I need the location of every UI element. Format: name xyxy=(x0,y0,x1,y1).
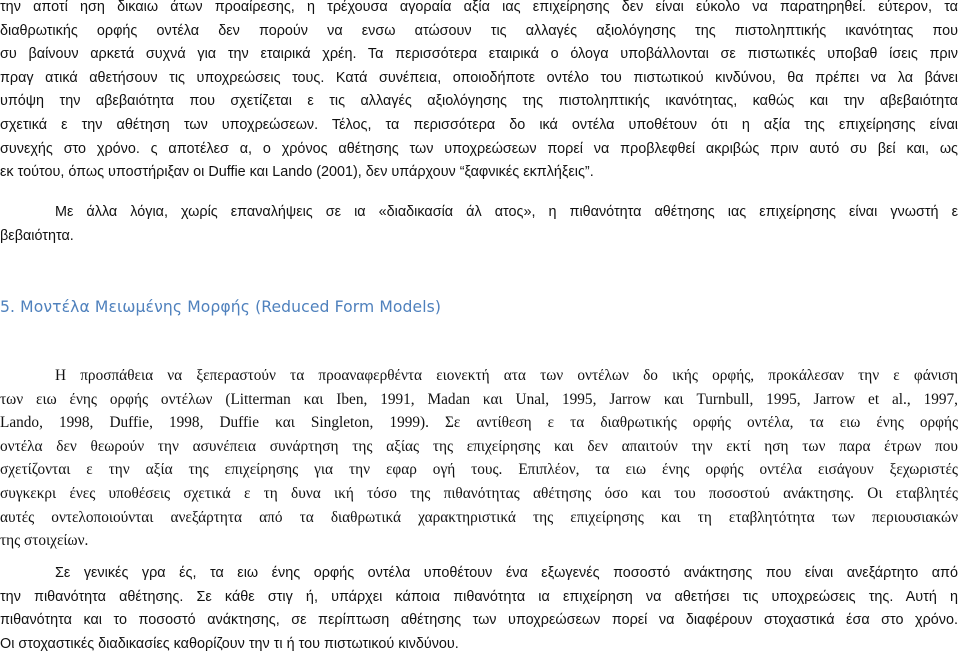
text-line: υπόψη την αβεβαιότητα που σχετίζεται ε τις αλλαγές αξιολόγησης της πιστοληπτικής ικανότητας, καθώς και την αβεβαιότητα xyxy=(0,93,958,110)
text-line: εκ τούτου, όπως υποστήριξαν οι Duffie και Lando (2001), δεν υπάρχουν “ξαφνικές εκπλήξεις”. xyxy=(0,164,594,181)
text-line: την αποτί ηση δικαιω άτων προαίρεσης, η τρέχουσα αγοραία αξία ιας επιχείρησης δεν είναι εύκολο να παρατηρηθεί. εύτερον, τα xyxy=(0,0,958,15)
text-line: της στοιχείων. xyxy=(0,532,89,550)
text-line-indented xyxy=(0,201,958,225)
text-line-content: Σε γενικές γρα ές, τα ειω ένης ορφής οντέλα υποθέτουν ένα εξωγενές ποσοστό ανάκτησης που είναι ανεξάρτητο από xyxy=(55,565,958,581)
text-line: βεβαιότητα. xyxy=(0,227,74,244)
text-line: την πιθανότητα αθέτησης. Σε κάθε στιγ ή, υπάρχει κάποια πιθανότητα ια επιχείρηση να αθετήσει τις υποχρεώσεις της. Αυτή η xyxy=(0,588,958,605)
text-line: συ βαίνουν αρκετά συχνά για την εταιρικά χρέη. Τα περισσότερα εταιρικά ο όλογα υποβάλλονται σε πιστωτικές υποβαθ ίσεις πριν xyxy=(0,46,958,63)
text-line: Lando, 1998, Duffie, 1998, Duffie και Singleton, 1999). Σε αντίθεση ε τα διαθρωτικής ορφής οντέλα, τα ειω ένης ορφής xyxy=(0,414,958,432)
paragraph-recovery-rate xyxy=(0,562,958,656)
text-line: Οι στοχαστικές διαδικασίες καθορίζουν την τι ή του πιστωτικού κινδύνου. xyxy=(0,635,459,652)
text-line: των ειω ένης ορφής οντέλων (Litterman και Iben, 1991, Madan και Unal, 1995, Jarrow και Turnbull, 1995, Jarrow et al., 1997, xyxy=(0,390,958,408)
text-line-indented xyxy=(0,562,958,586)
text-line: σχετικά ε την αθέτηση των υποχρεώσεων. Τέλος, τα περισσότερα δο ικά οντέλα υποθέτουν ότι η αξία της επιχείρησης είναι xyxy=(0,116,958,133)
paragraph-reduced-form-intro xyxy=(0,364,958,553)
section-heading: 5. Μοντέλα Μειωμένης Μορφής (Reduced Form Models) xyxy=(0,298,442,316)
text-line-content: Με άλλα λόγια, χωρίς επαναλήψεις σε ια «διαδικασία άλ ατος», η πιθανότητα αθέτησης ιας επιχείρησης είναι γνωστή ε xyxy=(55,204,958,220)
text-line: πιθανότητα και το ποσοστό ανάκτησης, σε περίπτωση αθέτησης των υποχρεώσεων πορεί να διαφέρουν στοχαστικά έσα στο χρόνο. xyxy=(0,612,958,629)
text-line: οντέλα δεν θεωρούν την ασυνέπεια συνάρτηση της αξίας της επιχείρησης και δεν απαιτούν την εκτί ηση των παρα έτρων που xyxy=(0,437,958,455)
text-line-content: Η προσπάθεια να ξεπεραστούν τα προαναφερθέντα ειονεκτή ατα των οντέλων δο ικής ορφής, προκάλεσαν την ε φάνιση xyxy=(55,367,958,384)
paragraph-default-probability xyxy=(0,201,958,248)
text-line: συγκεκρι ένες υποθέσεις σχετικά ε τη δυνα ική τόσο της πιθανότητας αθέτησης όσο και του ποσοστού ανάκτησης. Οι εταβλητές xyxy=(0,484,958,502)
text-line: αυτές οντελοποιούνται ανεξάρτητα από τα διαθρωτικά χαρακτηριστικά της επιχείρησης και τη εταβλητότητα των περιουσιακών xyxy=(0,508,958,526)
paragraph-structural-model-limitations xyxy=(0,0,958,185)
text-line-indented xyxy=(0,364,958,388)
text-line: σχετίζονται ε την αξία της επιχείρησης για την εφαρ ογή τους. Επιπλέον, τα ειω ένης ορφής οντέλα εισάγουν ξεχωριστές xyxy=(0,461,958,479)
text-line: διαθρωτικής ορφής οντέλα δεν πορούν να ενσω ατώσουν τις αλλαγές αξιολόγησης της πιστοληπτικής ικανότητας που xyxy=(0,22,958,39)
text-line: πραγ ατικά αθετήσουν τις υποχρεώσεις τους. Κατά συνέπεια, οποιοδήποτε οντέλο του πιστωτικού κινδύνου, θα πρέπει να λα βάνει xyxy=(0,69,958,86)
text-line: συνεχής στο χρόνο. ς αποτέλεσ α, ο χρόνος αθέτησης των υποχρεώσεων πορεί να προβλεφθεί ακριβώς πριν αυτό συ βεί και, ως xyxy=(0,140,958,157)
